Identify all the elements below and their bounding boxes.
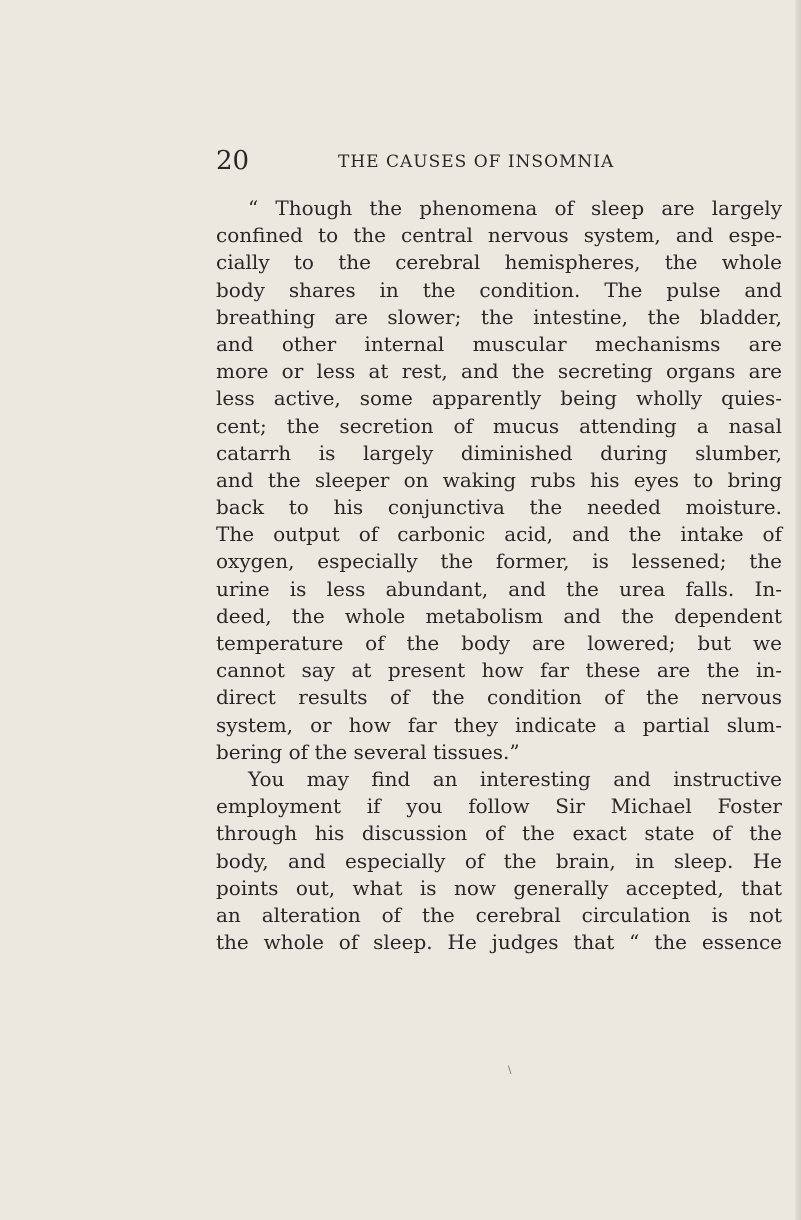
- page-number: 20: [216, 146, 250, 176]
- text-line: less active, some apparently being wholly quies-: [216, 386, 782, 411]
- text-line: body, and especially of the brain, in sleep. He: [216, 848, 782, 873]
- page-header: [216, 146, 736, 176]
- text-line: cent; the secretion of mucus attending a nasal: [216, 413, 782, 438]
- text-line: and other internal muscular mechanisms are: [216, 331, 782, 356]
- text-line: system, or how far they indicate a partial slum-: [216, 712, 782, 737]
- text-line: the whole of sleep. He judges that “ the essence: [216, 930, 782, 955]
- text-line: points out, what is now generally accepted, that: [216, 875, 782, 900]
- text-line: bering of the several tissues.”: [216, 739, 520, 764]
- text-line: deed, the whole metabolism and the dependent: [216, 603, 782, 628]
- text-line: oxygen, especially the former, is lessened; the: [216, 549, 782, 574]
- running-title: THE CAUSES OF INSOMNIA: [338, 152, 615, 172]
- text-line: catarrh is largely diminished during slumber,: [216, 440, 782, 465]
- text-line: through his discussion of the exact state of the: [216, 821, 782, 846]
- text-line: and the sleeper on waking rubs his eyes to bring: [216, 467, 782, 492]
- text-line: confined to the central nervous system, and espe-: [216, 223, 782, 248]
- text-line: You may find an interesting and instructive: [248, 766, 782, 791]
- text-line: temperature of the body are lowered; but we: [216, 631, 782, 655]
- text-line: cannot say at present how far these are the in-: [216, 658, 782, 683]
- text-line: an alteration of the cerebral circulation is not: [216, 902, 782, 927]
- body-text: [216, 195, 782, 956]
- text-line: back to his conjunctiva the needed moisture.: [216, 495, 782, 520]
- page-edge: [795, 0, 801, 1220]
- text-line: urine is less abundant, and the urea falls. In-: [216, 576, 782, 601]
- text-line: employment if you follow Sir Michael Foster: [216, 794, 782, 819]
- text-line: The output of carbonic acid, and the intake of: [216, 522, 782, 547]
- text-line: more or less at rest, and the secreting organs are: [216, 359, 782, 384]
- text-line: direct results of the condition of the nervous: [216, 685, 782, 710]
- stray-mark: \: [508, 1065, 512, 1076]
- text-line: “ Though the phenomena of sleep are largely: [248, 196, 782, 220]
- text-line: breathing are slower; the intestine, the bladder,: [216, 304, 782, 329]
- text-line: body shares in the condition. The pulse and: [216, 277, 782, 302]
- text-line: cially to the cerebral hemispheres, the whole: [216, 250, 782, 275]
